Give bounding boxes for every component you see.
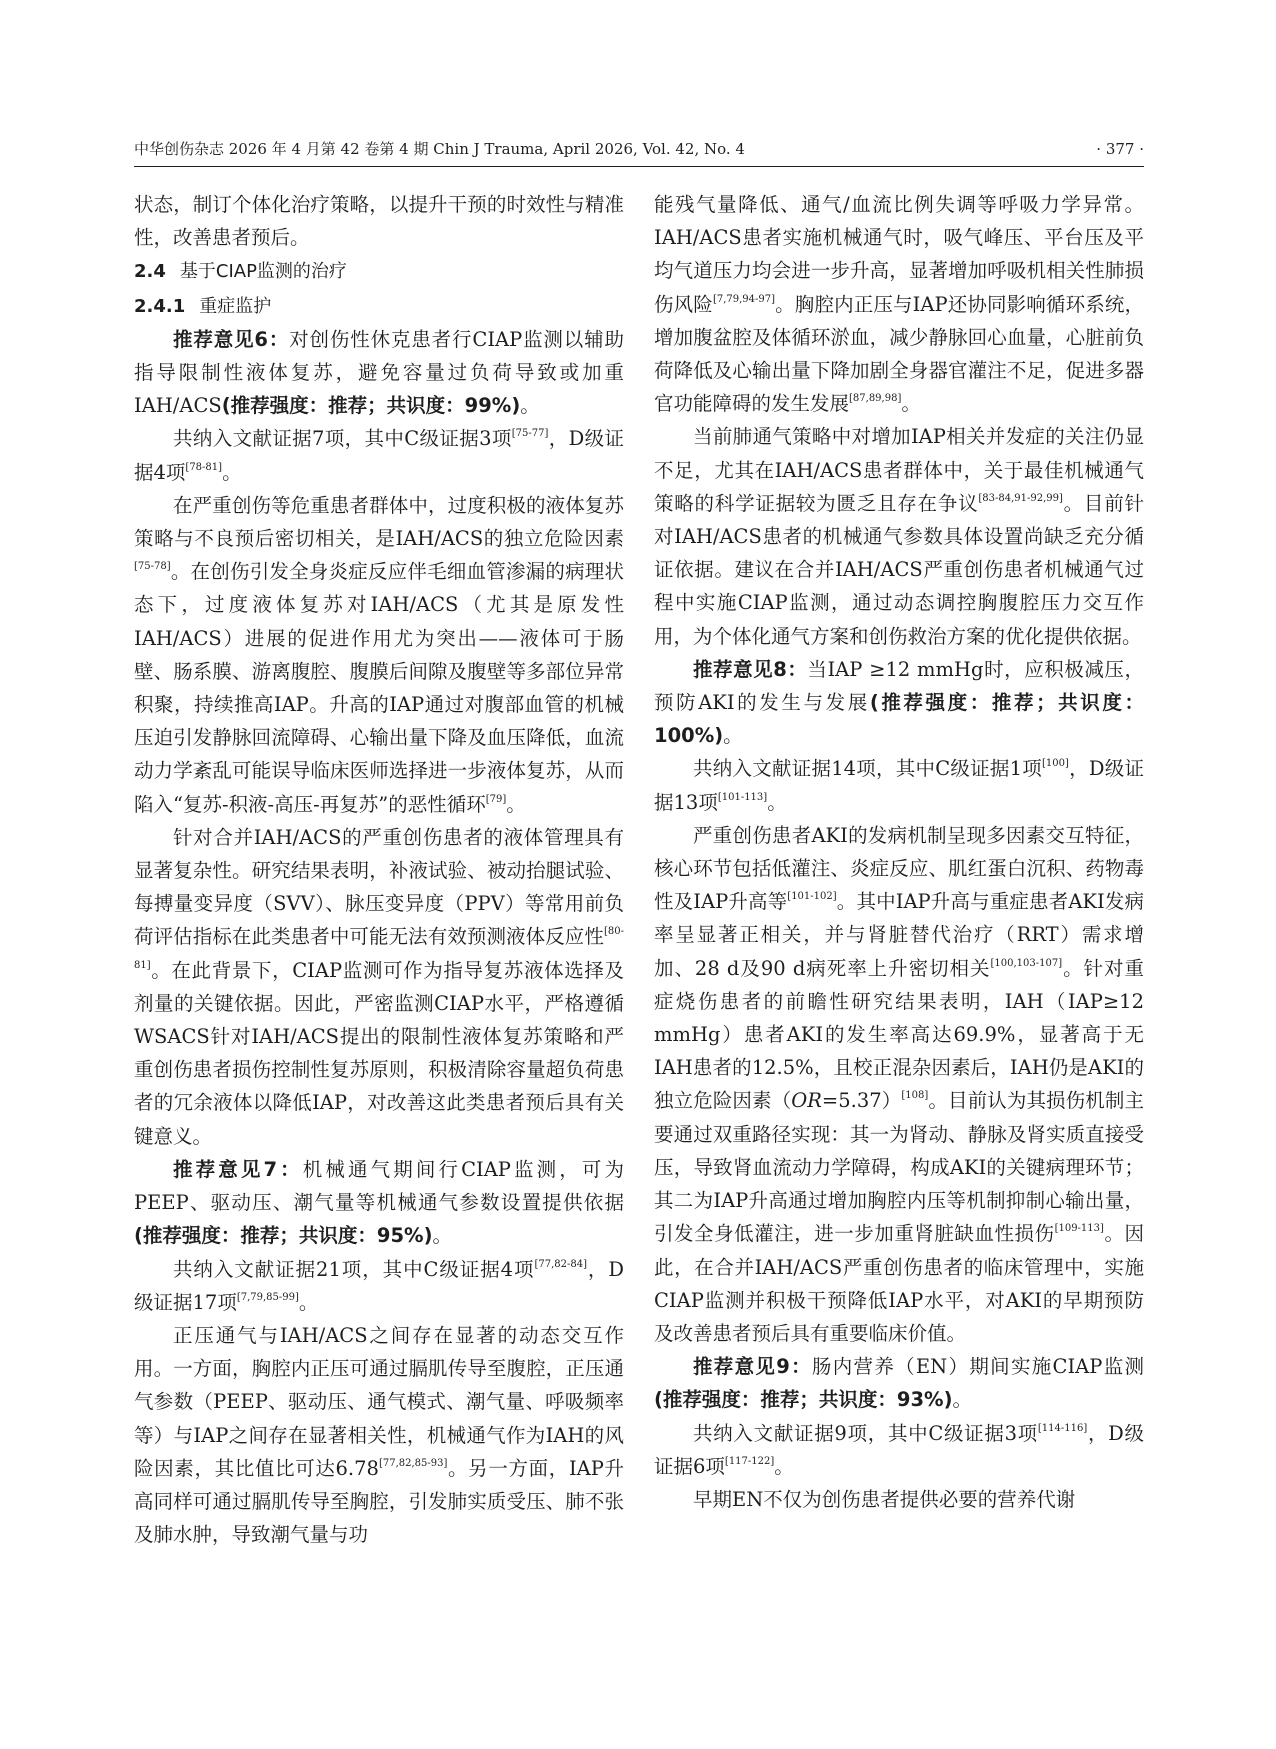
citation: [109-113] [1054, 1223, 1104, 1235]
body-text: 。因此，在合并IAH/ACS严重创伤患者的临床管理中，实施CIAP监测并积极干预降低IAP水平，对AKI的早期预防及改善患者预后具有重要临床价值。 [654, 1222, 1144, 1345]
citation: [7,79,94-97] [712, 293, 776, 305]
subsection-title: 重症监护 [199, 295, 272, 317]
body-text: =5.37） [821, 1089, 902, 1113]
citation: [83-84,91-92,99] [978, 492, 1063, 504]
body-text: 正压通气与IAH/ACS之间存在显著的动态交互作用。一方面，胸腔内正压可通过膈肌传导至腹腔，正压通气参数（PEEP、驱动压、通气模式、潮气量、呼吸频率等）与IAP之间存在显著相关性，机械通气作为IAH的风险因素，其比值比可达6.78 [134, 1323, 624, 1480]
citation: [79] [485, 793, 507, 805]
body-text: 在严重创伤等危重患者群体中，过度积极的液体复苏策略与不良预后密切相关，是IAH/ACS的独立危险因素 [134, 493, 624, 551]
paragraph-continued [654, 188, 1144, 420]
punctuation: 。 [432, 1224, 453, 1248]
body-text: 。目前针对IAH/ACS患者的机械通气参数具体设置尚缺乏充分循证依据。建议在合并IAH/ACS严重创伤患者机械通气过程中实施CIAP监测，通过动态调控胸腹腔压力交互作用，为个体化通气方案和创伤救治方案的优化提供依据。 [654, 491, 1144, 648]
punctuation: 。 [298, 1290, 319, 1314]
punctuation: 。 [520, 394, 540, 418]
recommendation-label: 推荐意见8： [693, 657, 808, 681]
recommendation-text: 肠内营养（EN）期间实施CIAP监测 [811, 1355, 1144, 1379]
recommendation-label: 推荐意见9： [693, 1355, 812, 1379]
page-number: · 377 · [1096, 140, 1144, 158]
citation: [100] [1042, 758, 1069, 770]
punctuation: 。 [723, 724, 743, 748]
recommendation-7 [134, 1153, 624, 1253]
subsection-heading-2-4-1 [134, 289, 624, 323]
body-text: 能残气量降低、通气/血流比例失调等呼吸力学异常。IAH/ACS患者实施机械通气时，吸气峰压、平台压及平均气道压力均会进一步升高，显著增加呼吸机相关性肺损伤风险 [654, 193, 1144, 316]
recommendation-text: 机械通气期间行CIAP监测，可为PEEP、驱动压、潮气量等机械通气参数设置提供依据 [134, 1157, 624, 1215]
recommendation-8 [654, 653, 1144, 753]
body-text: 针对合并IAH/ACS的严重创伤患者的液体管理具有显著复杂性。研究结果表明，补液试验、被动抬腿试验、每搏量变异度（SVV）、脉压变异度（PPV）等常用前负荷评估指标在此类患者中可能无法有效预测液体反应性 [134, 825, 624, 949]
journal-citation: 中华创伤杂志 2026 年 4 月第 42 卷第 4 期 Chin J Trauma, April 2026, Vol. 42, No. 4 [134, 140, 745, 158]
recommendation-strength: (推荐强度：推荐；共识度：93%) [654, 1388, 953, 1412]
body-paragraph [654, 819, 1144, 1350]
body-text: 当前肺通气策略中对增加IAP相关并发症的关注仍显不足，尤其在IAH/ACS患者群体中，关于最佳机械通气策略的科学证据较为匮乏且存在争议 [654, 425, 1144, 515]
citation: [75-77] [511, 428, 549, 440]
right-column [654, 188, 1144, 1638]
evidence-text: 共纳入文献证据9项，其中C级证据3项 [693, 1421, 1038, 1445]
body-text: 严重创伤患者AKI的发病机制呈现多因素交互特征，核心环节包括低灌注、炎症反应、肌红蛋白沉积、药物毒性及IAP升高等 [654, 823, 1144, 914]
evidence-text: 共纳入文献证据21项，其中C级证据4项 [173, 1257, 535, 1281]
citation: [77,82-84] [534, 1258, 587, 1270]
body-paragraph [134, 1319, 624, 1551]
punctuation: 。 [774, 1454, 794, 1478]
section-number: 2.4 [134, 261, 166, 283]
citation: [80-81] [134, 926, 624, 971]
recommendation-label: 推荐意见7： [173, 1157, 303, 1181]
evidence-text: 共纳入文献证据7项，其中C级证据3项 [173, 427, 512, 451]
recommendation-strength: (推荐强度：推荐；共识度：100%) [654, 691, 1144, 748]
punctuation: 。 [506, 792, 526, 816]
body-paragraph [654, 420, 1144, 652]
subsection-number: 2.4.1 [134, 295, 186, 317]
recommendation-text: 当IAP ≥12 mmHg时，应积极减压，预防AKI的发生与发展 [654, 657, 1144, 715]
evidence-text: 共纳入文献证据14项，其中C级证据1项 [693, 757, 1042, 781]
body-text: 。在创伤引发全身炎症反应伴毛细血管渗漏的病理状态下，过度液体复苏对IAH/ACS（尤其是原发性IAH/ACS）进展的促进作用尤为突出——液体可于肠壁、肠系膜、游离腹腔、腹膜后间隙及腹壁等多部位异常积聚，持续推高IAP。升高的IAP通过对腹部血管的机械压迫引发静脉回流障碍、心输出量下降及血压降低，血流动力学紊乱可能误导临床医师选择进一步液体复苏，从而陷入“复苏-积液-高压-再复苏”的恶性循环 [134, 560, 624, 816]
body-paragraph [134, 489, 624, 821]
recommendation-6 [134, 323, 624, 423]
recommendation-9 [654, 1350, 1144, 1416]
body-paragraph: 早期EN不仅为创伤患者提供必要的营养代谢 [693, 1487, 1076, 1511]
evidence-text: ，D级证据13项 [654, 757, 1144, 814]
evidence-summary-9 [654, 1417, 1144, 1483]
body-text: 。目前认为其损伤机制主要通过双重路径实现：其一为肾动、静脉及肾实质直接受压，导致肾血流动力学障碍，构成AKI的关键病理环节；其二为IAP升高通过增加胸腔内压等机制抑制心输出量，引发全身低灌注，进一步加重肾脏缺血性损伤 [654, 1089, 1144, 1246]
recommendation-label: 推荐意见6： [173, 327, 290, 351]
citation: [100,103-107] [990, 957, 1063, 969]
header-rule [134, 166, 1144, 167]
body-text: 。在此背景下，CIAP监测可作为指导复苏液体选择及剂量的关键依据。因此，严密监测CIAP水平，严格遵循WSACS针对IAH/ACS提出的限制性液体复苏策略和严重创伤患者损伤控制性复苏原则，积极清除容量超负荷患者的冗余液体以降低IAP，对改善这此类患者预后具有关键意义。 [134, 958, 624, 1148]
citation: [117-122] [724, 1455, 775, 1467]
citation: [78-81] [185, 461, 223, 473]
recommendation-text: 对创伤性休克患者行CIAP监测以辅助指导限制性液体复苏，避免容量过负荷导致或加重IAH/ACS [134, 327, 624, 418]
body-text: 。胸腔内正压与IAP还协同影响循环系统，增加腹盆腔及体循环淤血，减少静脉回心血量，心脏前负荷降低及心输出量下降加剧全身器官灌注不足，促进多器官功能障碍的发生发展 [654, 292, 1144, 416]
punctuation: 。 [901, 392, 921, 416]
body-text: 。针对重症烧伤患者的前瞻性研究结果表明，IAH（IAP≥12 mmHg）患者AKI的发生率高达69.9%，显著高于无IAH患者的12.5%，且校正混杂因素后，IAH仍是AKI的独立危险因素（ [654, 956, 1144, 1113]
body-text: 。其中IAP升高与重症患者AKI发病率呈显著正相关，并与肾脏替代治疗（RRT）需求增加、28 d及90 d病死率上升密切相关 [654, 890, 1144, 980]
left-column [134, 188, 624, 1638]
section-title: 基于CIAP监测的治疗 [179, 261, 347, 283]
evidence-text: ，D级证据4项 [134, 427, 624, 484]
evidence-text: ，D级证据17项 [134, 1257, 624, 1314]
citation: [75-78] [134, 561, 171, 573]
punctuation: 。 [767, 790, 787, 814]
citation: [108] [901, 1090, 929, 1102]
citation: [7,79,85-99] [236, 1291, 299, 1303]
body-text: 。另一方面，IAP升高同样可通过膈肌传导至胸腔，引发肺实质受压、肺不张及肺水肿，导致潮气量与功 [134, 1456, 624, 1547]
citation: [114-116] [1037, 1422, 1088, 1434]
body-paragraph [134, 821, 624, 1153]
evidence-summary-8 [654, 752, 1144, 818]
punctuation: 。 [222, 460, 242, 484]
punctuation: 。 [952, 1388, 973, 1412]
evidence-summary-6 [134, 422, 624, 488]
running-header [134, 136, 1144, 162]
recommendation-strength: (推荐强度：推荐；共识度：99%) [221, 394, 521, 418]
recommendation-strength: (推荐强度：推荐；共识度：95%) [134, 1224, 433, 1248]
evidence-summary-7 [134, 1253, 624, 1319]
citation: [77,82,85-93] [378, 1457, 448, 1469]
section-heading-2-4 [134, 254, 624, 288]
citation: [101-113] [717, 791, 768, 803]
evidence-text: ，D级证据6项 [654, 1421, 1144, 1478]
paragraph-continued: 状态，制订个体化治疗策略，以提升干预的时效性与精准性，改善患者预后。 [134, 193, 624, 250]
odds-ratio-symbol: OR [791, 1089, 822, 1113]
citation: [87,89,98] [849, 393, 902, 405]
citation: [101-102] [787, 891, 837, 903]
